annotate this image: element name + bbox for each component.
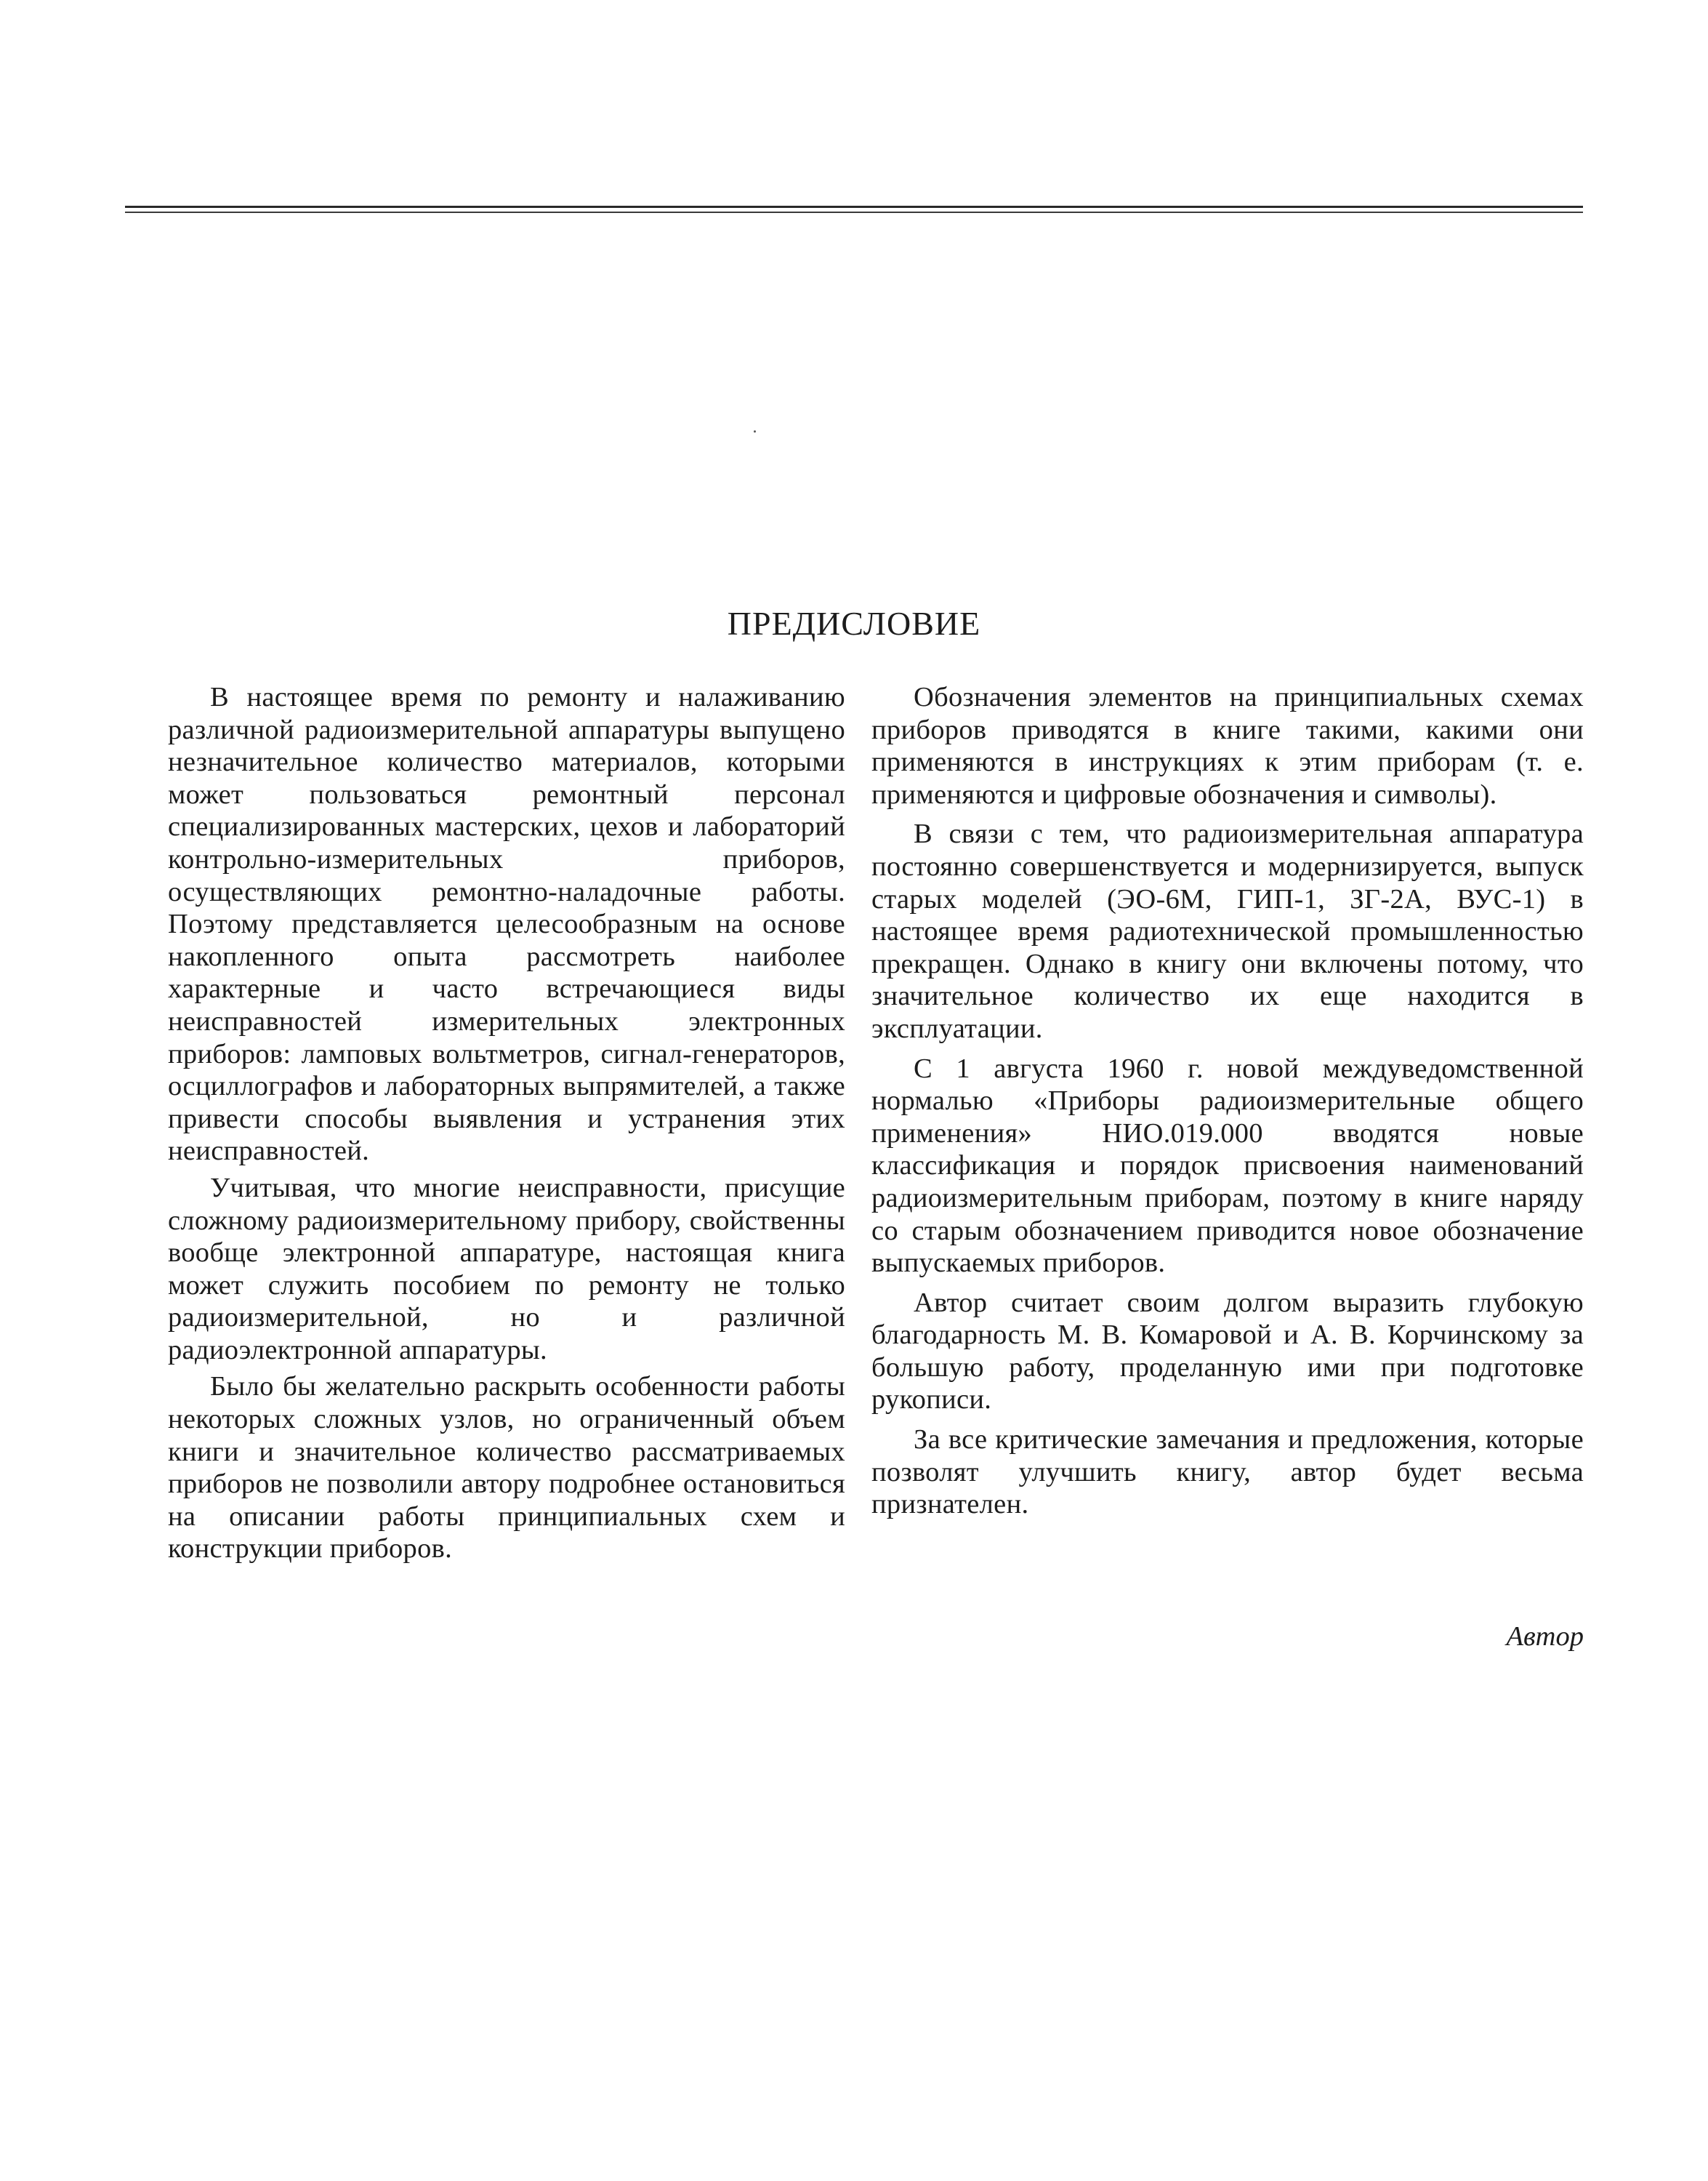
right-column (871, 681, 1584, 1528)
paragraph: С 1 августа 1960 г. новой междуведомственной нормалью «Приборы радиоизмерительные общего применения» НИО.019.000 вводятся новые классификация и порядок присвоения наименований радиоизмерительным приборам, поэтому в книге наряду со старым обозначением приводится новое обозначение выпускаемых приборов. (871, 1053, 1584, 1279)
page-title: ПРЕДИСЛОВИЕ (727, 605, 981, 642)
header-double-rule (125, 206, 1583, 216)
paragraph: За все критические замечания и предложения, которые позволят улучшить книгу, автор будет весьма признателен. (871, 1424, 1584, 1520)
paragraph: В настоящее время по ремонту и налаживанию различной радиоизмерительной аппаратуры выпущено незначительное количество материалов, которыми может пользоваться ремонтный персонал специализированных мастерских, цехов и лабораторий контрольно-измерительных приборов, осуществляющих ремонтно-наладочные работы. Поэтому представляется целесообразным на основе накопленного опыта рассмотреть наиболее характерные и часто встречающиеся виды неисправностей измерительных электронных приборов: ламповых вольтметров, сигнал-генераторов, осциллографов и лабораторных выпрямителей, а также привести способы выявления и устранения этих неисправностей. (168, 682, 845, 1167)
paragraph: Было бы желательно раскрыть особенности работы некоторых сложных узлов, но ограниченный объем книги и значительное количество рассматриваемых приборов не позволили автору подробнее остановиться на описании работы принципиальных схем и конструкции приборов. (168, 1371, 845, 1565)
paragraph: Автор считает своим долгом выразить глубокую благодарность М. В. Комаровой и А. В. Корчинскому за большую работу, проделанную ими при подготовке рукописи. (871, 1287, 1584, 1415)
paragraph: Обозначения элементов на принципиальных схемах приборов приводятся в книге такими, какими они применяются в инструкциях к этим приборам (т. е. применяются и цифровые обозначения и символы). (871, 682, 1584, 810)
paragraph: Учитывая, что многие неисправности, присущие сложному радиоизмерительному прибору, свойственны вообще электронной аппаратуре, настоящая книга может служить пособием по ремонту не только радиоизмерительной, но и различной радиоэлектронной аппаратуры. (168, 1172, 845, 1365)
left-column (168, 681, 845, 1570)
header-rule-line-top (125, 206, 1583, 208)
paragraph: В связи с тем, что радиоизмерительная аппаратура постоянно совершенствуется и модернизируется, выпуск старых моделей (ЭО-6М, ГИП-1, ЗГ-2А, ВУС-1) в настоящее время радиотехнической промышленностью прекращен. Однако в книгу они включены потому, что значительное количество их еще находится в эксплуатации. (871, 819, 1584, 1044)
header-rule-line-bottom (125, 212, 1583, 213)
print-speck (754, 430, 756, 433)
author-signature: Автор (1506, 1621, 1584, 1652)
